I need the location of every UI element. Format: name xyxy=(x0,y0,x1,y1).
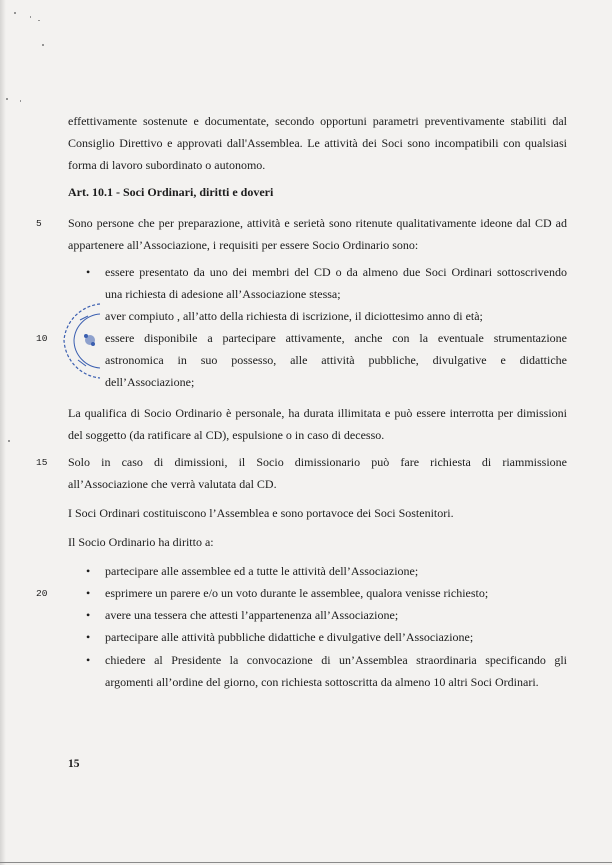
text-line: Consiglio Direttivo e approvati dall'Assemblea. Le attività dei Soci sono incompatibili con qualsiasi xyxy=(68,136,567,150)
scan-speck xyxy=(20,100,21,102)
text-line: forma di lavoro subordinato o autonomo. xyxy=(68,158,266,172)
bullet: • xyxy=(86,586,91,600)
list-item-line: avere una tessera che attesti l’appartenenza all’Associazione; xyxy=(105,608,399,622)
list-item-line: dell’Associazione; xyxy=(105,375,195,389)
line-number: 15 xyxy=(36,457,48,468)
bullet: • xyxy=(86,630,91,644)
list-item-line: aver compiuto , all’atto della richiesta di iscrizione, il diciottesimo anno di età; xyxy=(105,309,483,323)
stamp-partial xyxy=(60,300,102,382)
text-line: all’Associazione che verrà valutata dal CD. xyxy=(68,477,277,491)
list-item-line: partecipare alle attività pubbliche didattiche e divulgative dell’Associazione; xyxy=(105,630,474,644)
text-line: La qualifica di Socio Ordinario è personale, ha durata illimitata e può essere interrotta per dimissioni xyxy=(68,406,567,420)
list-item-line: esprimere un parere e/o un voto durante le assemblee, qualora venisse richiesto; xyxy=(105,586,489,600)
list-item-line: chiedere al Presidente la convocazione di un’Assemblea straordinaria specificando gli xyxy=(105,653,567,667)
scan-speck xyxy=(14,12,16,14)
scan-bottom-edge xyxy=(0,862,612,863)
text-line: Solo in caso di dimissioni, il Socio dimissionario può fare richiesta di riammissione xyxy=(68,455,567,469)
text-line: I Soci Ordinari costituiscono l’Assemblea e sono portavoce dei Soci Sostenitori. xyxy=(68,506,454,520)
list-item-line: essere disponibile a partecipare attivamente, anche con la eventuale strumentazione xyxy=(105,331,567,345)
scan-speck xyxy=(30,16,31,18)
text-line: appartenere all’Associazione, i requisiti per essere Socio Ordinario sono: xyxy=(68,238,419,252)
scan-speck xyxy=(6,98,8,100)
bullet: • xyxy=(86,564,91,578)
scan-speck xyxy=(42,44,44,46)
line-number: 10 xyxy=(36,333,48,344)
bullet: • xyxy=(86,608,91,622)
section-heading: Art. 10.1 - Soci Ordinari, diritti e doveri xyxy=(68,185,274,199)
scan-edge-shadow xyxy=(0,0,6,865)
page-number: 15 xyxy=(68,758,80,770)
scan-speck xyxy=(8,440,10,442)
text-line: Sono persone che per preparazione, attività e serietà sono ritenute qualitativamente ideone dal CD ad xyxy=(68,216,567,230)
scan-speck xyxy=(38,20,40,21)
list-item-line: una richiesta di adesione all’Associazione stessa; xyxy=(105,287,341,301)
list-item-line: argomenti all’ordine del giorno, con richiesta sottoscritta da almeno 10 altri Soci Ordinari. xyxy=(105,675,539,689)
text-line: Il Socio Ordinario ha diritto a: xyxy=(68,535,214,549)
line-number: 5 xyxy=(36,218,42,229)
text-line: effettivamente sostenute e documentate, secondo opportuni parametri preventivamente stabiliti dal xyxy=(68,114,567,128)
list-item-line: astronomica in suo possesso, alle attività pubbliche, divulgative e didattiche xyxy=(105,353,567,367)
text-line: del soggetto (da ratificare al CD), espulsione o in caso di decesso. xyxy=(68,428,385,442)
bullet: • xyxy=(86,653,91,667)
list-item-line: essere presentato da uno dei membri del CD o da almeno due Soci Ordinari sottoscrivendo xyxy=(105,265,567,279)
list-item-line: partecipare alle assemblee ed a tutte le attività dell’Associazione; xyxy=(105,564,419,578)
line-number: 20 xyxy=(36,588,48,599)
bullet: • xyxy=(86,265,91,279)
